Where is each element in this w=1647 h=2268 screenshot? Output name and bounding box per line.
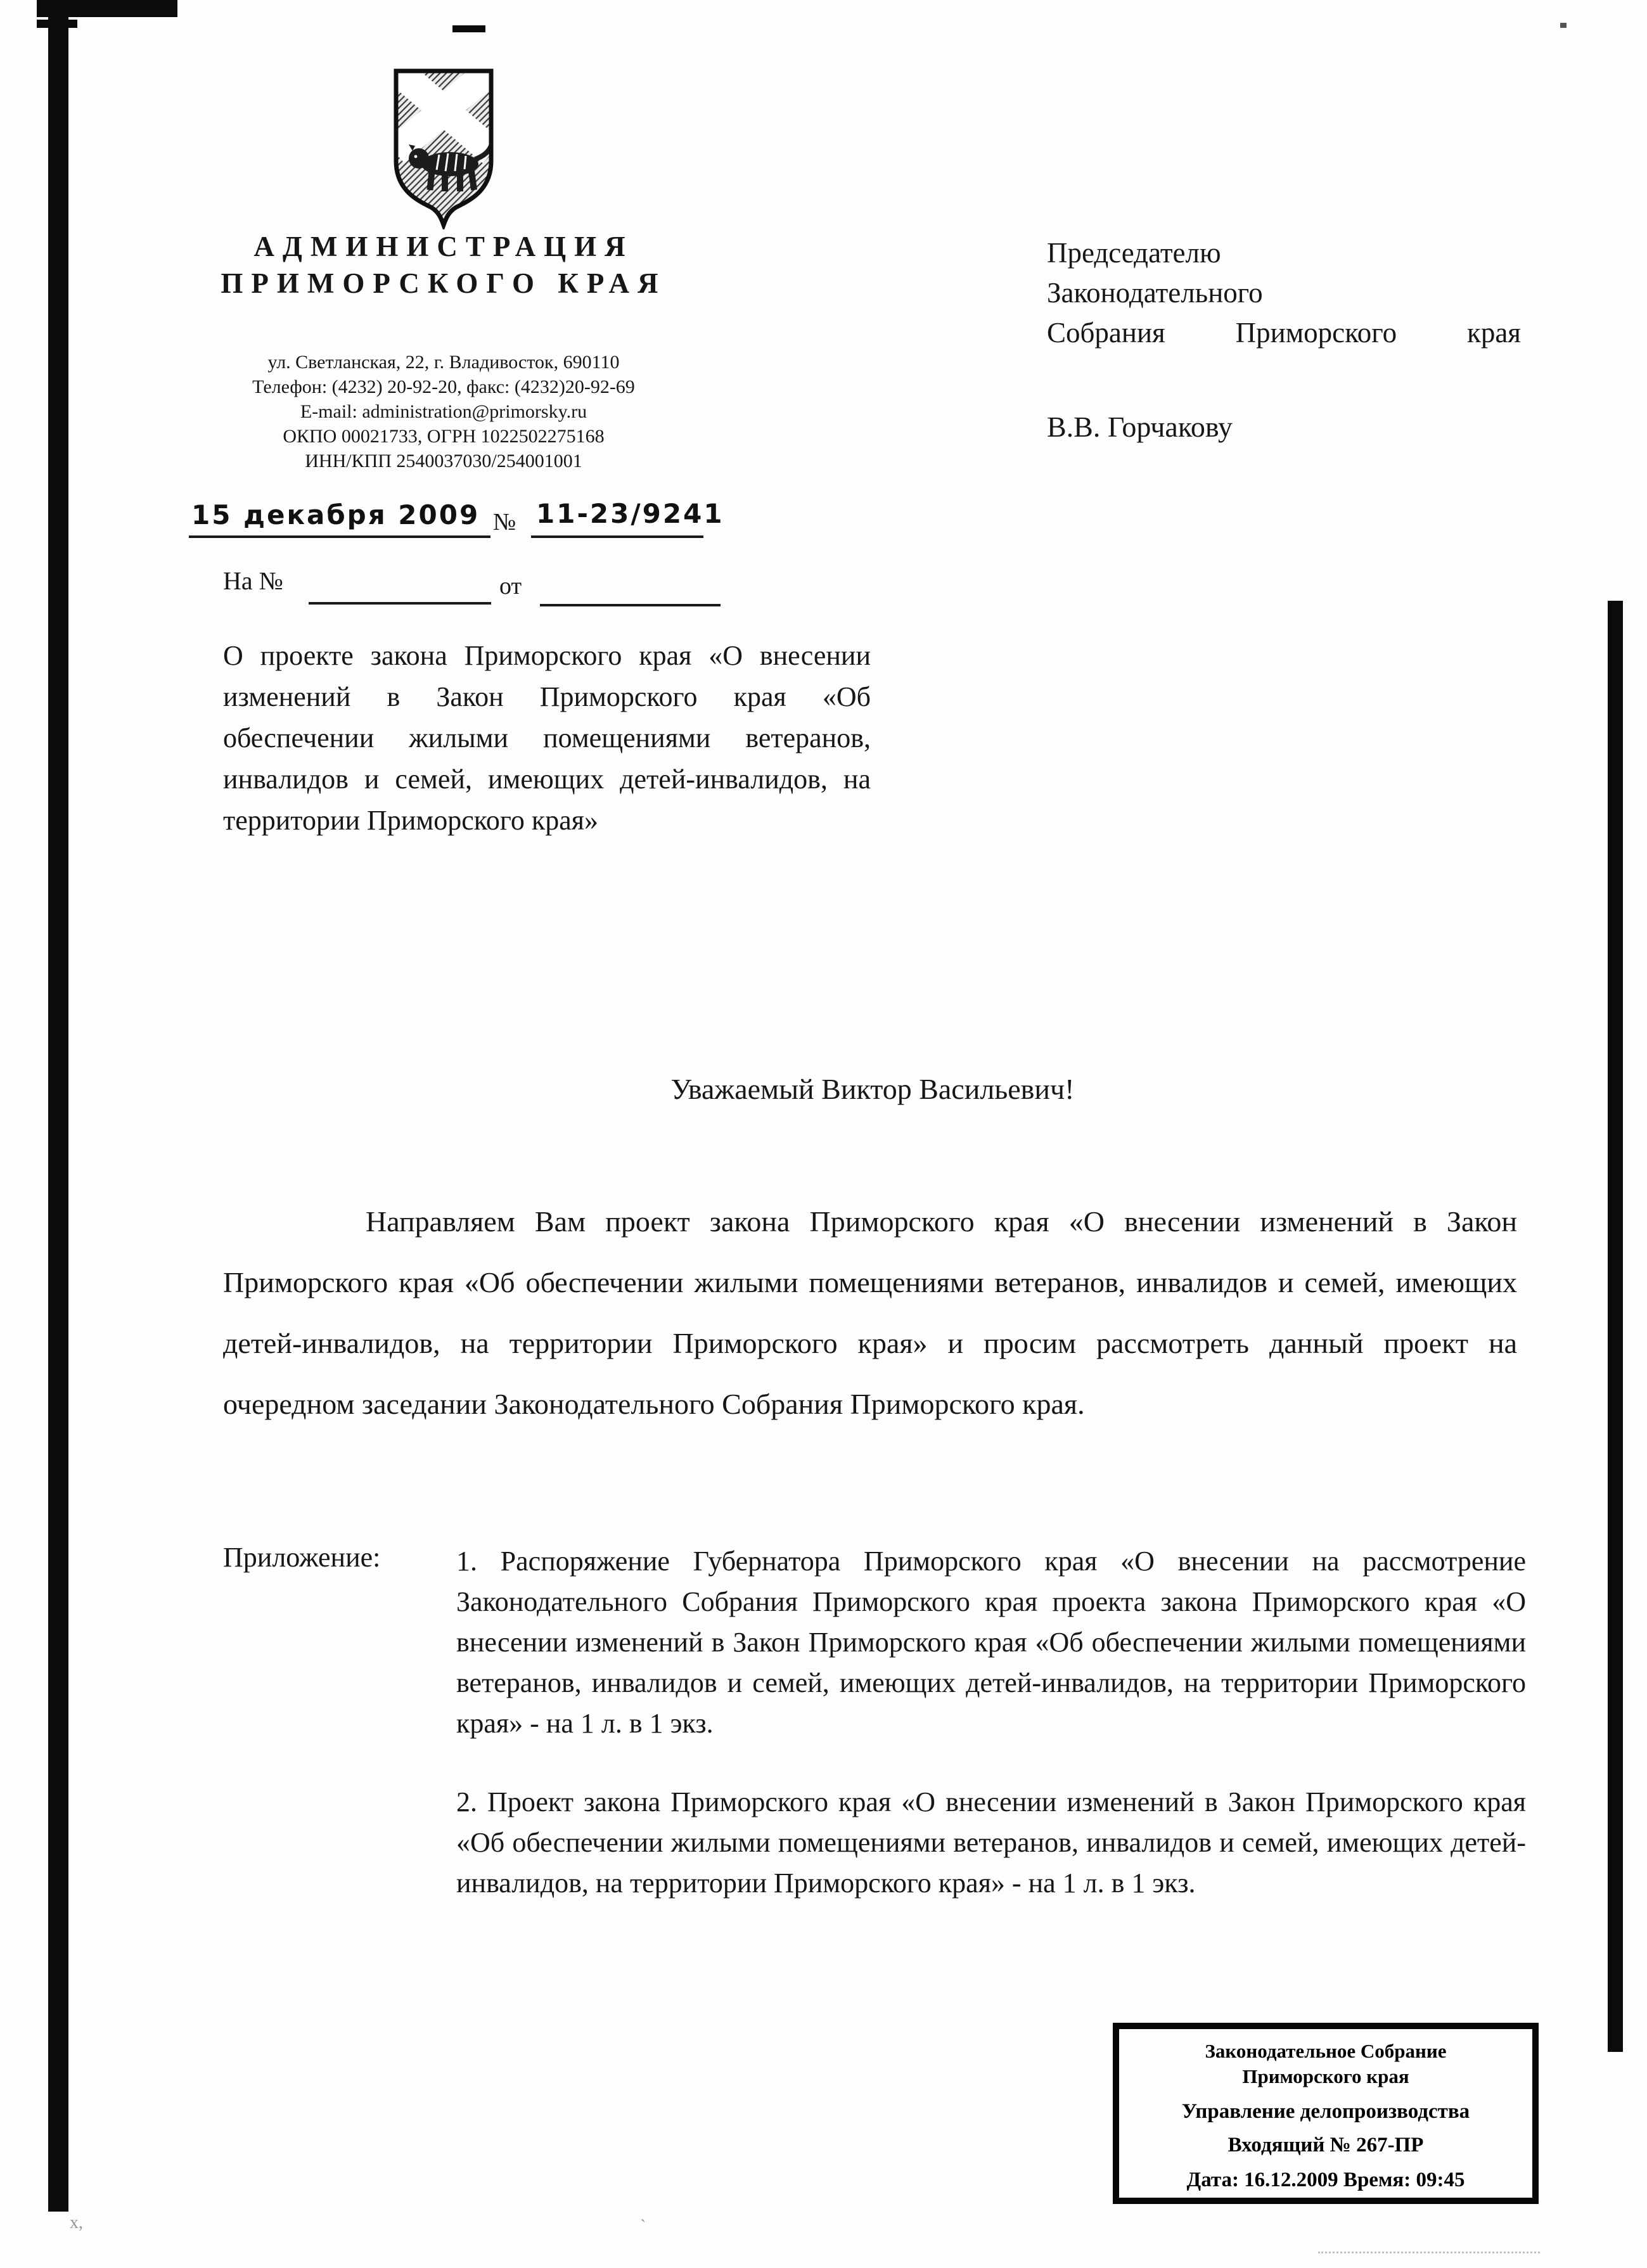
email-line: E-mail: administration@primorsky.ru: [300, 401, 587, 422]
address-line: ул. Светланская, 22, г. Владивосток, 690110: [267, 352, 620, 373]
org-name-line2: ПРИМОРСКОГО КРАЯ: [221, 267, 667, 299]
right-edge-scan-bar: [1608, 601, 1623, 2052]
incoming-stamp: [1113, 2023, 1539, 2204]
org-name-line1: АДМИНИСТРАЦИЯ: [253, 231, 634, 262]
bottom-right-scan-dots: [1318, 2251, 1540, 2253]
attachments-label: Приложение:: [223, 1542, 381, 1573]
ref-na-label: На №: [223, 567, 283, 595]
top-right-scan-speck: [1560, 23, 1567, 28]
attachments-section: [223, 1541, 1526, 1904]
date-underline: [189, 535, 490, 538]
doc-date: 15 декабря 2009: [191, 499, 480, 530]
attachment-item: 1. Распоряжение Губернатора Приморского края «О внесении на рассмотрение Законодательного Собрания Приморского края проекта закона Приморского края «О внесении изменений в Закон Приморского края «Об обеспечении жилыми помещениями ветеранов, инвалидов и семей, имеющих детей-инвалидов, на территории Приморского края» - на 1 л. в 1 экз.: [456, 1546, 1526, 1739]
recipient-line3: Собрания Приморского края: [1047, 317, 1521, 349]
number-underline: [531, 535, 703, 538]
number-sign: №: [493, 509, 516, 535]
body-paragraph: Направляем Вам проект закона Приморского края «О внесении изменений в Закон Приморского края «Об обеспечении жилыми помещениями ветеранов, инвалидов и семей, имеющих детей-инвалидов, на территории Приморского края» и просим рассмотреть данный проект на очередном заседании Законодательного Собрания Приморского края.: [223, 1205, 1517, 1420]
ref-underline-2: [540, 604, 721, 606]
phone-line: Телефон: (4232) 20-92-20, факс: (4232)20-92-69: [252, 376, 635, 397]
salutation-text: Уважаемый Виктор Васильевич!: [670, 1073, 1075, 1105]
attachments-list: [456, 1541, 1526, 1904]
stamp-line4: Входящий № 267-ПР: [1227, 2134, 1424, 2156]
recipient-line2: Законодательного: [1047, 277, 1263, 309]
top-left-scan-mark: [37, 0, 177, 17]
recipient-line1: Председателю: [1047, 237, 1221, 269]
doc-number: 11-23/9241: [536, 498, 724, 529]
bottom-left-scan-mark: х,: [70, 2213, 83, 2233]
subject-text: О проекте закона Приморского края «О внесении изменений в Закон Приморского края «Об обеспечении жилыми помещениями ветеранов, инвалидов и семей, имеющих детей-инвалидов, на территории Приморского края»: [223, 640, 871, 836]
attachment-item: 2. Проект закона Приморского края «О внесении изменений в Закон Приморского края «Об обеспечении жилыми помещениями ветеранов, инвалидов и семей, имеющих детей-инвалидов, на территории Приморского края» - на 1 л. в 1 экз.: [456, 1786, 1526, 1899]
stamp-line2: Приморского края: [1242, 2065, 1409, 2087]
ref-ot-label: от: [499, 573, 522, 599]
ref-underline-1: [309, 602, 491, 605]
bottom-mid-scan-mark: `: [640, 2217, 646, 2236]
stamp-line5: Дата: 16.12.2009 Время: 09:45: [1186, 2169, 1465, 2191]
recipient-name: В.В. Горчакову: [1047, 411, 1233, 443]
stamp-line1: Законодательное Собрание: [1205, 2040, 1447, 2062]
okpo-line: ОКПО 00021733, ОГРН 1022502275168: [283, 426, 605, 447]
top-left-scan-mark-2: [37, 20, 77, 28]
stamp-line3: Управление делопроизводства: [1181, 2100, 1470, 2123]
inn-line: ИНН/КПП 2540037030/254001001: [305, 451, 582, 471]
left-edge-scan-bar: [48, 0, 68, 2212]
top-scan-dash: [452, 25, 485, 32]
coat-of-arms-icon: [390, 66, 497, 229]
